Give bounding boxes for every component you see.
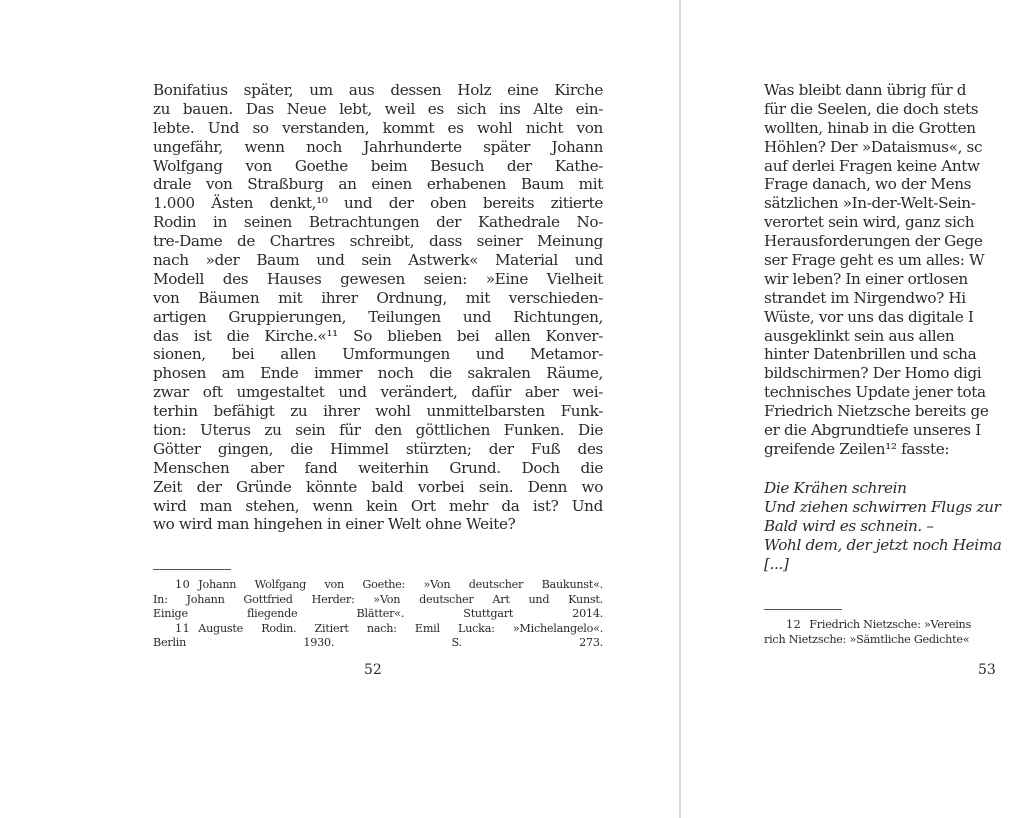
footnote-number: 10 (175, 578, 191, 591)
footnote-line: rich Nietzsche: »Sämtliche Gedichte« (764, 632, 970, 646)
footnote-text: Johann Wolfgang von Goethe: »Von deutscher Baukunst«. (198, 578, 603, 591)
text-line: Wüste, vor uns das digitale I (764, 307, 974, 326)
text-line: ausgeklinkt sein aus allen (764, 326, 955, 345)
poem-quote (764, 479, 1002, 573)
text-line: lebte. Und so verstanden, kommt es wohl nicht von (153, 118, 603, 137)
text-line: sätzlichen »In-der-Welt-Sein- (764, 194, 976, 213)
text-line: für die Seelen, die doch stets (764, 99, 979, 118)
text-line: das ist die Kirche.«¹¹ So blieben bei allen Konver- (153, 326, 603, 345)
text-line: nach »der Baum und sein Astwerk« Material und (153, 251, 603, 270)
text-line: Zeit der Gründe könnte bald vorbei sein. Denn wo (153, 477, 603, 496)
text-line: ser Frage geht es um alles: W (764, 251, 985, 270)
right-page-footnotes (764, 618, 1020, 647)
footnote-separator (764, 609, 842, 610)
text-line: Wolfgang von Goethe beim Besuch der Kathe- (153, 156, 603, 175)
text-line: zu bauen. Das Neue lebt, weil es sich ins Alte ein- (153, 99, 603, 118)
text-line: Herausforderungen der Gege (764, 232, 983, 251)
footnote-number: 11 (175, 621, 191, 635)
text-line: zwar oft umgestaltet und verändert, dafür aber wei- (153, 383, 603, 402)
text-line: technisches Update jener tota (764, 383, 986, 402)
text-line: strandet im Nirgendwo? Hi (764, 288, 966, 307)
text-line: phosen am Ende immer noch die sakralen Räume, (153, 364, 603, 383)
page-number: 53 (978, 662, 996, 678)
right-page (681, 0, 1020, 818)
text-line: terhin befähigt zu ihrer wohl unmittelbarsten Funk- (153, 402, 603, 421)
text-line: verortet sein wird, ganz sich (764, 213, 975, 232)
footnote-10 (153, 578, 603, 622)
footnote-line (153, 578, 603, 593)
footnote-12 (764, 618, 1020, 647)
text-line: sionen, bei allen Umformungen und Metamor- (153, 345, 603, 364)
text-line: Götter gingen, die Himmel stürzten; der Fuß des (153, 439, 603, 458)
text-line: Menschen aber fand weiterhin Grund. Doch die (153, 458, 603, 477)
footnote-line: In: Johann Gottfried Herder: »Von deutscher Art und Kunst. (153, 592, 603, 606)
text-line: hinter Datenbrillen und scha (764, 345, 977, 364)
footnote-line: Berlin 1930. S. 273. (153, 636, 603, 650)
poem-line: Wohl dem, der jetzt noch Heima (764, 535, 1002, 554)
text-line: Modell des Hauses gewesen seien: »Eine Vielheit (153, 269, 603, 288)
text-line: wird man stehen, wenn kein Ort mehr da ist? Und (153, 496, 603, 515)
text-line: Friedrich Nietzsche bereits ge (764, 402, 989, 421)
footnote-text: Auguste Rodin. Zitiert nach: Emil Lucka: »Michelangelo«. (198, 621, 603, 635)
left-page-footnotes (153, 578, 603, 651)
text-line: auf derlei Fragen keine Antw (764, 156, 980, 175)
text-line: bildschirmen? Der Homo digi (764, 364, 982, 383)
left-page-body (153, 81, 603, 534)
text-line: Was bleibt dann übrig für d (764, 81, 967, 99)
page-number: 52 (364, 662, 382, 678)
text-line: artigen Gruppierungen, Teilungen und Richtungen, (153, 307, 603, 326)
text-line: drale von Straßburg an einen erhabenen Baum mit (153, 175, 603, 194)
text-line: wollten, hinab in die Grotten (764, 118, 976, 137)
text-line: Frage danach, wo der Mens (764, 175, 972, 194)
text-line: tre-Dame de Chartres schreibt, dass seiner Meinung (153, 232, 603, 251)
text-line: tion: Uterus zu sein für den göttlichen Funken. Die (153, 421, 603, 440)
footnote-separator (153, 569, 231, 570)
poem-line: Und ziehen schwirren Flugs zur (764, 497, 1001, 516)
poem-line: [...] (764, 554, 789, 573)
footnote-11 (153, 622, 603, 651)
footnote-line (764, 618, 1020, 633)
footnote-line: Einige fliegende Blätter«. Stuttgart 2014. (153, 607, 603, 621)
text-line: von Bäumen mit ihrer Ordnung, mit verschieden- (153, 288, 603, 307)
text-line: Rodin in seinen Betrachtungen der Kathedrale No- (153, 213, 603, 232)
text-line: wir leben? In einer ortlosen (764, 269, 968, 288)
text-line: wo wird man hingehen in einer Welt ohne Weite? (153, 515, 516, 534)
right-page-body (764, 81, 1020, 459)
text-line: Höhlen? Der »Dataismus«, sc (764, 137, 983, 156)
text-line: 1.000 Ästen denkt,¹⁰ und der oben bereits zitierte (153, 194, 603, 213)
poem-line: Die Krähen schrein (764, 479, 907, 497)
text-line: greifende Zeilen¹² fasste: (764, 439, 950, 458)
footnote-number: 12 (786, 618, 802, 631)
text-line: Bonifatius später, um aus dessen Holz eine Kirche (153, 81, 603, 99)
text-line: er die Abgrundtiefe unseres I (764, 421, 981, 440)
footnote-line (153, 622, 603, 637)
footnote-text: Friedrich Nietzsche: »Vereins (809, 618, 971, 631)
poem-line: Bald wird es schnein. – (764, 516, 934, 535)
text-line: ungefähr, wenn noch Jahrhunderte später Johann (153, 137, 603, 156)
